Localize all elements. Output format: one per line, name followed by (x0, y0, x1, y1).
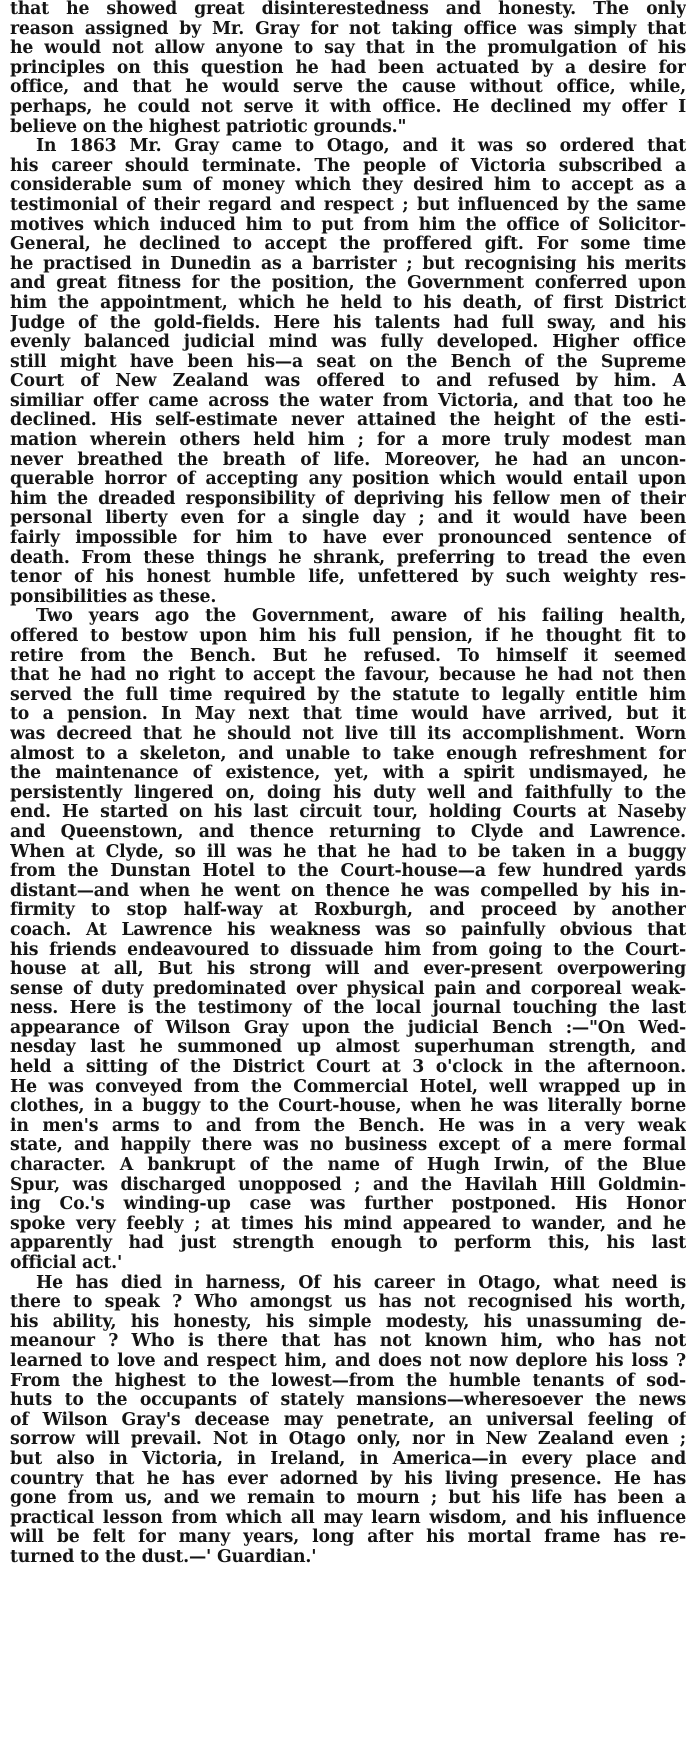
paragraph-3 (10, 607, 686, 1273)
text-line: gone from us, and we remain to mourn ; but his life has been a (10, 1488, 686, 1509)
text-line: ness. Here is the testimony of the local journal touching the last (10, 998, 686, 1019)
text-line: believe on the highest patriotic grounds." (10, 116, 407, 137)
text-line: huts to the occupants of stately mansions—wheresoever the news (10, 1390, 686, 1411)
text-line: Spur, was discharged unopposed ; and the Havilah Hill Goldmin- (10, 1174, 686, 1195)
text-line: served the full time required by the statute to legally entitle him (10, 684, 686, 705)
text-line: evenly balanced judicial mind was fully developed. Higher office (10, 332, 686, 353)
text-line: practical lesson from which all may learn wisdom, and his influence (10, 1507, 686, 1528)
text-line: office, and that he would serve the cause without office, while, (10, 77, 686, 98)
text-line: was decreed that he should not live till its accomplishment. Worn (10, 723, 686, 744)
text-line: motives which induced him to put from him the office of Solicitor- (10, 214, 686, 235)
text-line: When at Clyde, so ill was he that he had to be taken in a buggy (10, 841, 686, 862)
text-line: principles on this question he had been actuated by a desire for (10, 57, 686, 78)
text-line: sorrow will prevail. Not in Otago only, nor in New Zealand even ; (10, 1429, 686, 1450)
text-line: spoke very feebly ; at times his mind appeared to wander, and he (10, 1213, 686, 1234)
text-line: and great fitness for the position, the Government conferred upon (10, 273, 686, 294)
paragraph-2 (10, 137, 686, 607)
text-line: distant—and when he went on thence he was compelled by his in- (10, 880, 686, 901)
text-line: sense of duty predominated over physical pain and corporeal weak- (10, 978, 686, 999)
text-line: official act.' (10, 1253, 123, 1273)
text-line: of Wilson Gray's decease may penetrate, an universal feeling of (10, 1409, 686, 1430)
text-line: Court of New Zealand was offered to and refused by him. A (10, 371, 686, 392)
text-line: that he had no right to accept the favour, because he had not then (10, 665, 686, 686)
text-line: to a pension. In May next that time would have arrived, but it (10, 704, 686, 725)
paragraph-1 (10, 0, 686, 137)
text-line: he practised in Dunedin as a barrister ; but recognising his merits (10, 253, 686, 274)
text-line: house at all, But his strong will and ever-present overpowering (10, 959, 686, 980)
text-line: meanour ? Who is there that has not known him, who has not (10, 1331, 686, 1352)
text-line: he would not allow anyone to say that in the promulgation of his (10, 38, 686, 59)
text-line: fairly impossible for him to have ever pronounced sentence of (10, 528, 686, 549)
text-line: turned to the dust.—' Guardian.' (10, 1546, 317, 1567)
text-line: retire from the Bench. But he refused. To himself it seemed (10, 645, 686, 666)
text-line: testimonial of their regard and respect ; but influenced by the same (10, 194, 686, 215)
text-line: Two years ago the Government, aware of his failing health, (36, 606, 686, 627)
text-line: Judge of the gold-fields. Here his talents had full sway, and his (10, 312, 686, 333)
text-line: almost to a skeleton, and unable to take enough refreshment for (10, 743, 686, 764)
text-line: country that he has ever adorned by his living presence. He has (10, 1468, 686, 1489)
text-line: He was conveyed from the Commercial Hotel, well wrapped up in (10, 1076, 686, 1097)
text-line: perhaps, he could not serve it with office. He declined my offer I (10, 96, 686, 117)
text-line: him the dreaded responsibility of depriving his fellow men of their (10, 488, 686, 509)
text-line: there to speak ? Who amongst us has not recognised his worth, (10, 1292, 686, 1313)
text-line: persistently lingered on, doing his duty well and faithfully to the (10, 782, 686, 803)
text-line: will be felt for many years, long after his mortal frame has re- (10, 1527, 686, 1548)
text-line: clothes, in a buggy to the Court-house, when he was literally borne (10, 1096, 686, 1117)
text-line: the maintenance of existence, yet, with a spirit undismayed, he (10, 763, 686, 784)
text-line: but also in Victoria, in Ireland, in America—in every place and (10, 1448, 686, 1469)
text-line: still might have been his—a seat on the Bench of the Supreme (10, 351, 686, 372)
text-line: considerable sum of money which they desired him to accept as a (10, 175, 686, 196)
text-line: similiar offer came across the water from Victoria, and that too he (10, 390, 686, 411)
text-line: General, he declined to accept the proffered gift. For some time (10, 234, 686, 255)
text-line: end. He started on his last circuit tour, holding Courts at Naseby (10, 802, 686, 823)
text-line: He has died in harness, Of his career in Otago, what need is (36, 1272, 686, 1293)
text-line: coach. At Lawrence his weakness was so painfully obvious that (10, 919, 686, 940)
text-line: nesday last he summoned up almost superhuman strength, and (10, 1037, 686, 1058)
text-line: in men's arms to and from the Bench. He was in a very weak (10, 1115, 686, 1136)
text-line: querable horror of accepting any position which would entail upon (10, 469, 686, 490)
text-line: held a sitting of the District Court at 3 o'clock in the afternoon. (10, 1057, 686, 1078)
text-line: state, and happily there was no business except of a mere formal (10, 1135, 686, 1156)
text-line: from the Dunstan Hotel to the Court-house—a few hundred yards (10, 861, 686, 882)
text-line: his friends endeavoured to dissuade him from going to the Court- (10, 939, 686, 960)
text-line: reason assigned by Mr. Gray for not taking office was simply that (10, 18, 686, 39)
text-line: tenor of his honest humble life, unfettered by such weighty res- (10, 567, 686, 588)
newspaper-column (10, 0, 686, 1755)
text-line: From the highest to the lowest—from the humble tenants of sod- (10, 1370, 686, 1391)
text-line: death. From these things he shrank, preferring to tread the even (10, 547, 686, 568)
text-line: offered to bestow upon him his full pension, if he thought fit to (10, 626, 686, 646)
text-line: mation wherein others held him ; for a more truly modest man (10, 430, 686, 451)
text-line: appearance of Wilson Gray upon the judicial Bench :—"On Wed- (10, 1017, 686, 1038)
paragraph-4 (10, 1274, 686, 1568)
text-line: ing Co.'s winding-up case was further postponed. His Honor (10, 1194, 686, 1215)
text-line: firmity to stop half-way at Roxburgh, and proceed by another (10, 900, 686, 921)
text-line: In 1863 Mr. Gray came to Otago, and it was so ordered that (36, 136, 686, 157)
text-line: ponsibilities as these. (10, 586, 217, 607)
text-line: personal liberty even for a single day ; and it would have been (10, 508, 686, 529)
text-line: his ability, his honesty, his simple modesty, his unassuming de- (10, 1311, 686, 1332)
text-line: never breathed the breath of life. Moreover, he had an uncon- (10, 449, 686, 470)
text-line: him the appointment, which he held to his death, of first District (10, 292, 686, 313)
text-line: character. A bankrupt of the name of Hugh Irwin, of the Blue (10, 1155, 686, 1176)
text-line: learned to love and respect him, and does not now deplore his loss ? (10, 1350, 686, 1371)
text-line: and Queenstown, and thence returning to Clyde and Lawrence. (10, 821, 686, 842)
text-line: declined. His self-estimate never attained the height of the esti- (10, 410, 686, 431)
text-line: his career should terminate. The people of Victoria subscribed a (10, 155, 686, 176)
text-line: apparently had just strength enough to perform this, his last (10, 1233, 686, 1254)
text-line: that he showed great disinterestedness and honesty. The only (10, 0, 686, 19)
